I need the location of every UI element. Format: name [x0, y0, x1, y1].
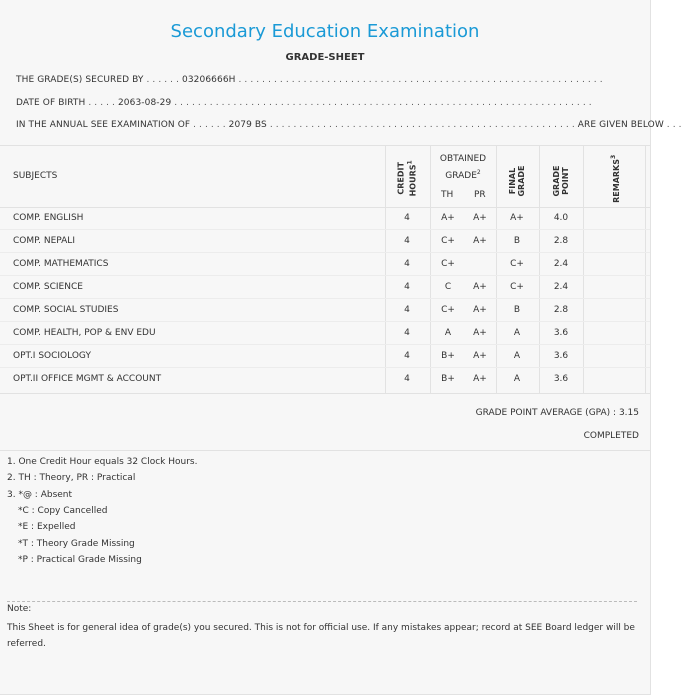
footnote: *C : Copy Cancelled — [18, 506, 108, 516]
credit-hours: 4 — [404, 374, 410, 384]
symbol-number: 03206666H — [182, 75, 236, 85]
note-text: This Sheet is for general idea of grade(s) you secured. This is not for official use. If any mistakes appear; record at SEE Board ledger will be referred. — [7, 623, 635, 649]
result-status: COMPLETED — [583, 431, 639, 441]
dob-value: 2063-08-29 — [117, 98, 172, 108]
theory-grade: A+ — [441, 213, 455, 223]
table-row — [0, 207, 650, 230]
given-below-label: ARE GIVEN BELOW — [577, 120, 664, 130]
subject-name: COMP. ENGLISH — [13, 213, 84, 223]
grade-point: 3.6 — [553, 351, 569, 361]
note-label: Note: — [7, 604, 32, 614]
header-obtained-grade: OBTAINED GRADE$^2$ — [439, 154, 487, 181]
note-divider — [7, 601, 637, 602]
grade-point: 3.6 — [553, 328, 569, 338]
gpa-value: 3.15 — [618, 408, 639, 418]
practical-grade: A+ — [473, 305, 487, 315]
practical-grade: A+ — [473, 282, 487, 292]
final-grade: C+ — [510, 282, 524, 292]
header-credit-hours: CREDIT HOURS$^1$ — [396, 160, 418, 197]
exam-year: 2079 BS — [228, 120, 267, 130]
grade-point: 2.8 — [553, 305, 569, 315]
theory-grade: C — [444, 282, 452, 292]
header-subjects: SUBJECTS — [13, 171, 58, 181]
subject-name: COMP. SOCIAL STUDIES — [13, 305, 119, 315]
final-grade: A — [513, 328, 521, 338]
gpa-label: GRADE POINT AVERAGE (GPA) : — [475, 408, 617, 418]
dob-label: DATE OF BIRTH — [16, 98, 86, 108]
subject-name: COMP. SCIENCE — [13, 282, 83, 292]
grade-point: 2.4 — [553, 282, 569, 292]
exam-label: IN THE ANNUAL SEE EXAMINATION OF — [16, 120, 191, 130]
secured-by-line: THE GRADE(S) SECURED BY . . . . . . 03206666H . . . . . . . . . . . . . . . . . . . . . . . . . . . . . . . . . . . . . . . . . . . . . . . . . . . . . . . . . . . . . . — [16, 75, 603, 85]
grade-point: 2.8 — [553, 236, 569, 246]
practical-grade: A+ — [473, 351, 487, 361]
practical-grade: A+ — [473, 374, 487, 384]
footnote: *T : Theory Grade Missing — [18, 539, 135, 549]
subject-name: OPT.I SOCIOLOGY — [13, 351, 91, 361]
credit-hours: 4 — [404, 351, 410, 361]
theory-grade: B+ — [441, 374, 455, 384]
theory-grade: A — [444, 328, 452, 338]
credit-hours: 4 — [404, 259, 410, 269]
footnote: 2. TH : Theory, PR : Practical — [7, 473, 136, 483]
theory-grade: C+ — [441, 305, 455, 315]
footnote: *E : Expelled — [18, 522, 76, 532]
secured-by-label: THE GRADE(S) SECURED BY — [16, 75, 144, 85]
header-remarks: REMARKS$^3$ — [610, 154, 621, 203]
dob-line: DATE OF BIRTH . . . . . 2063-08-29 . . . . . . . . . . . . . . . . . . . . . . . . . . . . . . . . . . . . . . . . . . . . . . . . . . . . . . . . . . . . . . . . . . . . . . . — [16, 98, 592, 108]
final-grade: C+ — [510, 259, 524, 269]
credit-hours: 4 — [404, 282, 410, 292]
gpa-line — [476, 408, 639, 418]
header-grade-point: GRADE POINT — [552, 165, 570, 197]
page-subtitle: GRADE-SHEET — [285, 52, 365, 63]
theory-grade: C+ — [441, 236, 455, 246]
practical-grade: A+ — [473, 328, 487, 338]
header-final-grade: FINAL GRADE — [508, 165, 526, 197]
subject-name: COMP. MATHEMATICS — [13, 259, 109, 269]
practical-grade: A+ — [473, 213, 487, 223]
table-row — [0, 276, 650, 299]
final-grade: A — [513, 374, 521, 384]
final-grade: B — [513, 305, 521, 315]
table-bottom-divider — [0, 393, 650, 394]
table-row — [0, 299, 650, 322]
result-divider — [0, 450, 650, 451]
table-row — [0, 345, 650, 368]
subject-name: COMP. HEALTH, POP & ENV EDU — [13, 328, 156, 338]
grade-point: 2.4 — [553, 259, 569, 269]
header-th: TH — [441, 190, 454, 200]
practical-grade: A+ — [473, 236, 487, 246]
footnote: *P : Practical Grade Missing — [18, 555, 142, 565]
subject-name: OPT.II OFFICE MGMT & ACCOUNT — [13, 374, 162, 384]
table-row — [0, 253, 650, 276]
table-row — [0, 322, 650, 345]
exam-line: IN THE ANNUAL SEE EXAMINATION OF . . . . . . 2079 BS . . . . . . . . . . . . . . . . . . . . . . . . . . . . . . . . . . . . . . . . . . . . . . . . . . . . ARE GIVEN BELOW . . . — [16, 120, 682, 130]
credit-hours: 4 — [404, 305, 410, 315]
grade-point: 3.6 — [553, 374, 569, 384]
page-title: Secondary Education Examination — [170, 21, 480, 42]
grade-point: 4.0 — [553, 213, 569, 223]
subject-name: COMP. NEPALI — [13, 236, 75, 246]
footnote: 3. *@ : Absent — [7, 490, 73, 500]
theory-grade: C+ — [441, 259, 455, 269]
table-row — [0, 368, 650, 391]
final-grade: B — [513, 236, 521, 246]
credit-hours: 4 — [404, 213, 410, 223]
final-grade: A — [513, 351, 521, 361]
credit-hours: 4 — [404, 328, 410, 338]
credit-hours: 4 — [404, 236, 410, 246]
footnote: 1. One Credit Hour equals 32 Clock Hours. — [7, 457, 198, 467]
table-row — [0, 230, 650, 253]
theory-grade: B+ — [441, 351, 455, 361]
final-grade: A+ — [510, 213, 524, 223]
table-top-divider — [0, 145, 650, 146]
header-pr: PR — [474, 190, 486, 200]
